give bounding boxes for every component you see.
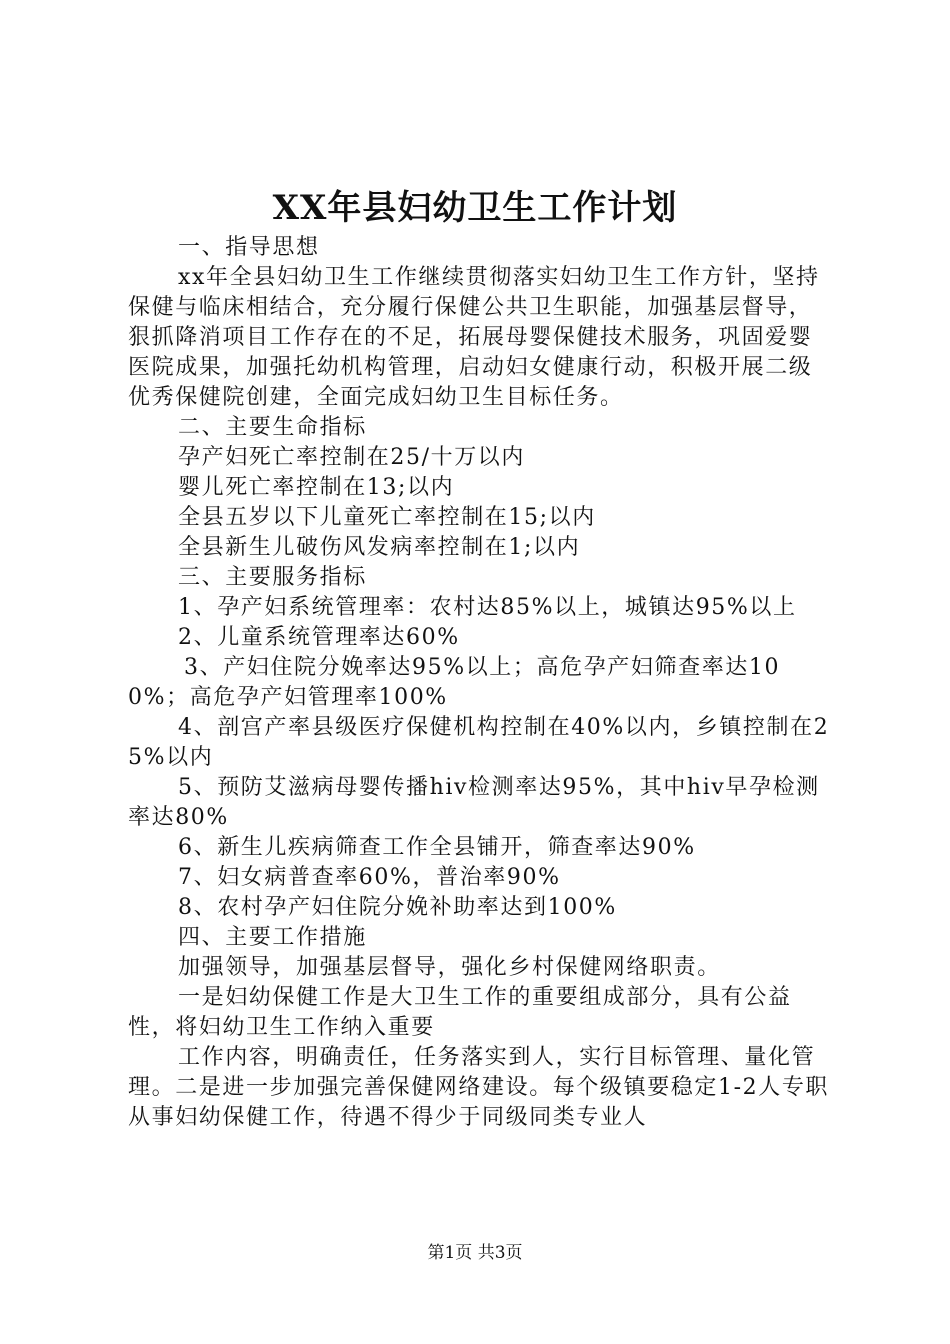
indicator-maternal-mortality: 孕产妇死亡率控制在25/十万以内 bbox=[178, 445, 526, 470]
indicator-under-five-mortality: 全县五岁以下儿童死亡率控制在15;以内 bbox=[178, 505, 596, 530]
page-footer: 第1页 共3页 bbox=[427, 1243, 523, 1263]
service-indicator-7: 7、妇女病普查率60%，普治率90% bbox=[178, 865, 561, 890]
service-indicator-2: 2、儿童系统管理率达60% bbox=[178, 625, 460, 650]
indicator-infant-mortality: 婴儿死亡率控制在13;以内 bbox=[178, 475, 455, 500]
paragraph-measure-one: 一是妇幼保健工作是大卫生工作的重要组成部分，具有公益性，将妇幼卫生工作纳入重要 bbox=[128, 985, 792, 1040]
paragraph-strengthen-leadership: 加强领导，加强基层督导，强化乡村保健网络职责。 bbox=[178, 955, 721, 980]
section-heading-guiding-ideology: 一、指导思想 bbox=[178, 235, 320, 260]
service-indicator-5: 5、预防艾滋病母婴传播hiv检测率达95%，其中hiv早孕检测率达80% bbox=[128, 775, 820, 830]
service-indicator-3: 3、产妇住院分娩率达95%以上；高危孕产妇筛查率达100%；高危孕产妇管理率100% bbox=[128, 655, 781, 710]
section-heading-service-indicators: 三、主要服务指标 bbox=[178, 565, 367, 590]
indicator-neonatal-tetanus: 全县新生儿破伤风发病率控制在1;以内 bbox=[178, 535, 581, 560]
section-heading-work-measures: 四、主要工作措施 bbox=[178, 925, 367, 950]
section-heading-life-indicators: 二、主要生命指标 bbox=[178, 415, 367, 440]
paragraph-guiding-ideology: xx年全县妇幼卫生工作继续贯彻落实妇幼卫生工作方针，坚持保健与临床相结合，充分履行保健公共卫生职能，加强基层督导，狠抓降消项目工作存在的不足，拓展母婴保健技术服务，巩固爱婴医院成果，加强托幼机构管理，启动妇女健康行动，积极开展二级优秀保健院创建，全面完成妇幼卫生目标任务。 bbox=[128, 265, 820, 410]
paragraph-measure-two: 工作内容，明确责任，任务落实到人，实行目标管理、量化管理。二是进一步加强完善保健网络建设。每个级镇要稳定1-2人专职从事妇幼保健工作，待遇不得少于同级同类专业人 bbox=[128, 1045, 830, 1130]
service-indicator-4: 4、剖宫产率县级医疗保健机构控制在40%以内，乡镇控制在25%以内 bbox=[128, 715, 830, 770]
service-indicator-6: 6、新生儿疾病筛查工作全县铺开，筛查率达90% bbox=[178, 835, 696, 860]
service-indicator-1: 1、孕产妇系统管理率：农村达85%以上，城镇达95%以上 bbox=[178, 595, 797, 620]
document-body bbox=[128, 233, 834, 1133]
service-indicator-8: 8、农村孕产妇住院分娩补助率达到100% bbox=[178, 895, 617, 920]
document-title: XX年县妇幼卫生工作计划 bbox=[272, 188, 678, 228]
